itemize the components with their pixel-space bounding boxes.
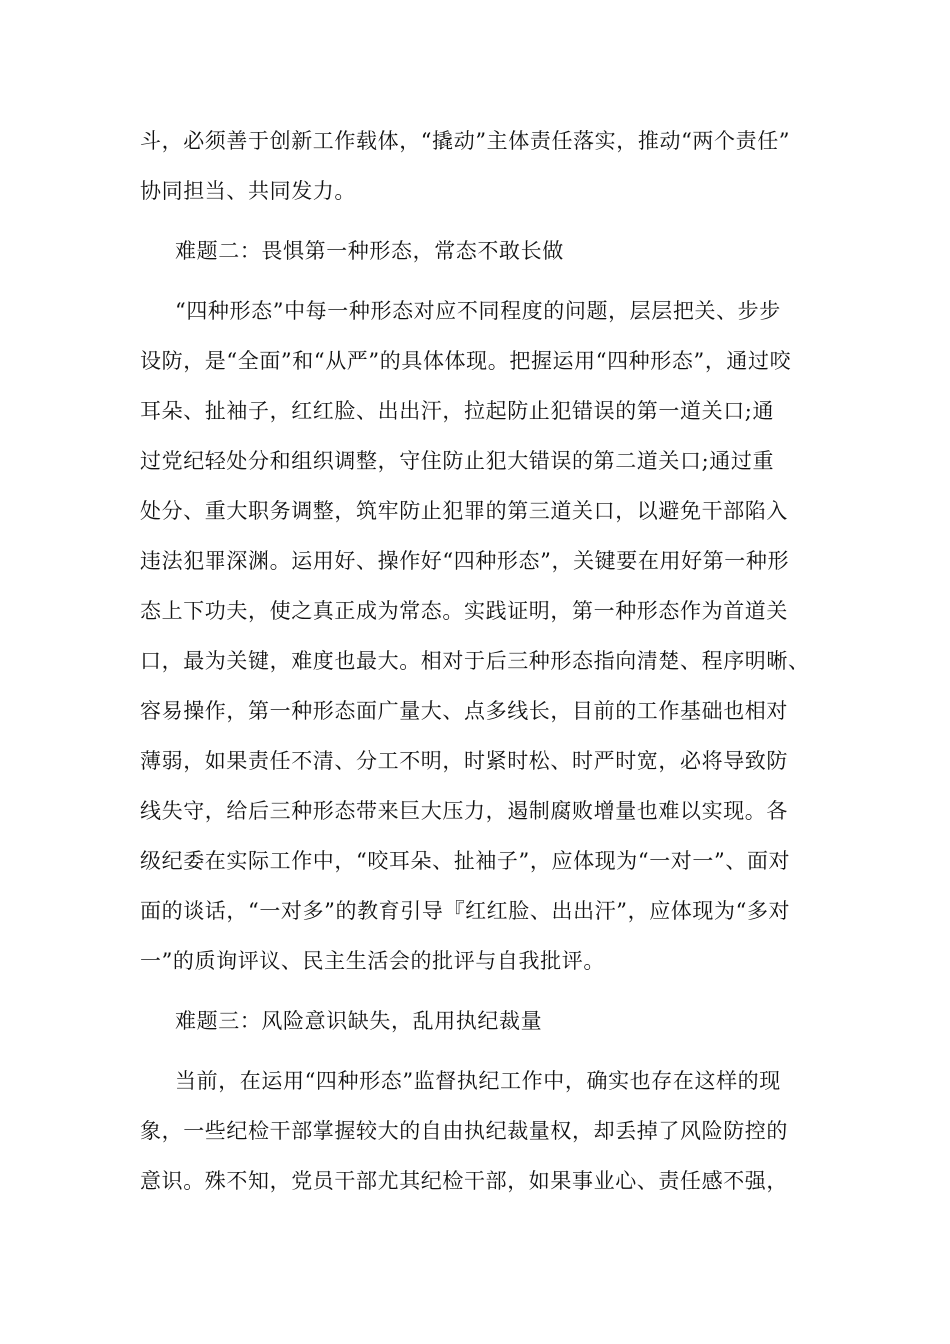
text-line: 级纪委在实际工作中，“咬耳朵、扯袖子”，应体现为“一对一”、面对 xyxy=(140,849,791,873)
text-line: 设防，是“全面”和“从严”的具体体现。把握运用“四种形态”，通过咬 xyxy=(140,349,792,373)
text-line: 容易操作，第一种形态面广量大、点多线长，目前的工作基础也相对 xyxy=(140,699,788,723)
text-line: 口，最为关键，难度也最大。相对于后三种形态指向清楚、程序明晰、 xyxy=(140,649,810,673)
section-heading: 难题二：畏惧第一种形态，常态不敢长做 xyxy=(175,239,564,263)
text-line: 线失守，给后三种形态带来巨大压力，遏制腐败增量也难以实现。各 xyxy=(140,799,788,823)
section-heading: 难题三：风险意识缺失，乱用执纪裁量 xyxy=(175,1009,543,1033)
text-line: 违法犯罪深渊。运用好、操作好“四种形态”，关键要在用好第一种形 xyxy=(140,549,790,573)
text-line: 过党纪轻处分和组织调整，守住防止犯大错误的第二道关口;通过重 xyxy=(140,449,775,473)
text-line: “四种形态”中每一种形态对应不同程度的问题，层层把关、步步 xyxy=(175,299,781,323)
text-line: 一”的质询评议、民主生活会的批评与自我批评。 xyxy=(140,949,605,973)
text-line: 面的谈话，“一对多”的教育引导『红红脸、出出汗”，应体现为“多对 xyxy=(140,899,791,923)
text-line: 象，一些纪检干部掌握较大的自由执纪裁量权，却丢掉了风险防控的 xyxy=(140,1119,788,1143)
text-line: 处分、重大职务调整，筑牢防止犯罪的第三道关口，以避免干部陷入 xyxy=(140,499,788,523)
text-line: 态上下功夫，使之真正成为常态。实践证明，第一种形态作为首道关 xyxy=(140,599,788,623)
text-line: 斗，必须善于创新工作载体，“撬动”主体责任落实，推动“两个责任” xyxy=(140,129,791,153)
text-line: 当前，在运用“四种形态”监督执纪工作中，确实也存在这样的现 xyxy=(175,1069,781,1093)
text-line: 耳朵、扯袖子，红红脸、出出汗，拉起防止犯错误的第一道关口;通 xyxy=(140,399,775,423)
text-line: 薄弱，如果责任不清、分工不明，时紧时松、时严时宽，必将导致防 xyxy=(140,749,788,773)
text-line: 协同担当、共同发力。 xyxy=(140,179,356,203)
text-line: 意识。殊不知，党员干部尤其纪检干部，如果事业心、责任感不强， xyxy=(140,1169,788,1193)
